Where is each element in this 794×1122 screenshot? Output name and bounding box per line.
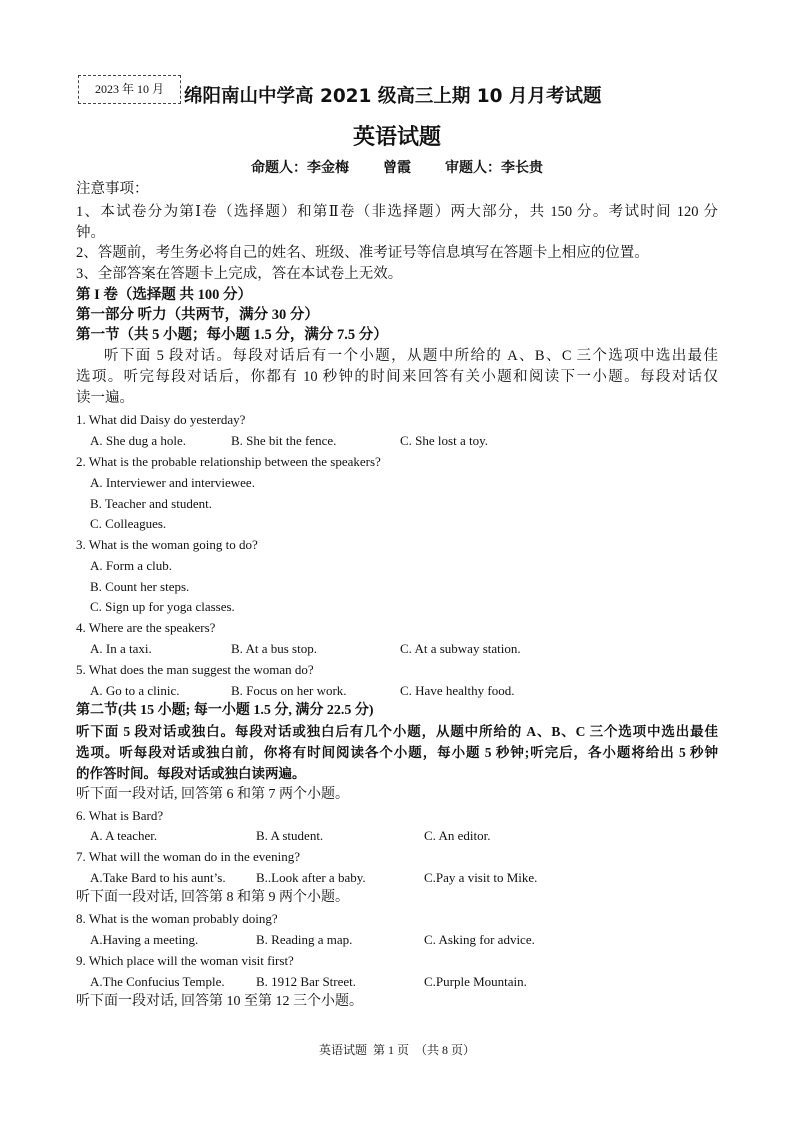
question-option: B. At a bus stop. [231,641,317,656]
date-box: 2023 年 10 月 [78,75,181,104]
question-option: C.Pay a visit to Mike. [424,870,538,885]
group-instruction: 听下面一段对话, 回答第 10 至第 12 三个小题。 [76,994,363,1009]
directions-line: 听下面 5 段对话。每段对话后有一个小题，从题中所给的 A、B、C 三个选项中选出最佳 [104,348,718,364]
group-instruction: 听下面一段对话, 回答第 6 和第 7 两个小题。 [76,787,349,802]
question-option: B. Teacher and student. [90,496,212,511]
section-heading: 第二节(共 15 小题; 每一小题 1.5 分, 满分 22.5 分) [76,703,374,718]
question-option: B. A student. [256,828,324,843]
question-stem: 7. What will the woman do in the evening? [76,849,300,864]
notice-line: 钟。 [76,225,105,241]
question-option: C.Purple Mountain. [424,974,527,989]
question-option: A. In a taxi. [90,641,152,656]
question-option: C. An editor. [424,828,491,843]
directions-line: 听下面 5 段对话或独白。每段对话或独白后有几个小题，从题中所给的 A、B、C 三个选项中选出最佳 [76,724,718,739]
question-option: B..Look after a baby. [256,870,366,885]
question-option: A.Having a meeting. [90,932,199,947]
notice-heading: 注意事项： [76,181,149,197]
question-option: B. Count her steps. [90,579,190,594]
page-footer: 英语试题 第 1 页 （共 8 页） [318,1043,475,1057]
directions-line: 选项。听完每段对话后，你都有 10 秒钟的时间来回答有关小题和阅读下一小题。每段对话仅 [76,369,718,385]
question-option: C. Colleagues. [90,516,167,531]
question-option: B. Reading a map. [256,932,353,947]
question-option: B. She bit the fence. [231,433,337,448]
question-stem: 9. Which place will the woman visit first? [76,953,294,968]
question-option: A. She dug a hole. [90,433,187,448]
directions-line: 选项。听每段对话或独白前，你将有时间阅读各个小题，每小题 5 秒钟;听完后，各小题将给出 5 秒钟 [76,745,718,760]
question-stem: 2. What is the probable relationship between the speakers? [76,454,381,469]
question-stem: 6. What is Bard? [76,808,164,823]
question-stem: 4. Where are the speakers? [76,620,216,635]
notice-line: 2、答题前，考生务必将自己的姓名、班级、准考证号等信息填写在答题卡上相应的位置。 [76,245,649,261]
question-stem: 3. What is the woman going to do? [76,537,258,552]
question-option: A. Form a club. [90,558,172,573]
question-stem: 5. What does the man suggest the woman do? [76,662,314,677]
question-option: C. She lost a toy. [400,433,488,448]
directions-line: 的作答时间。每段对话或独白读两遍。 [76,766,306,781]
subject-title: 英语试题 [352,125,441,150]
notice-line: 1、本试卷分为第Ⅰ卷（选择题）和第Ⅱ卷（非选择题）两大部分，共 150 分。考试时间 120 分 [76,204,718,220]
section-heading: 第一节（共 5 小题；每小题 1.5 分，满分 7.5 分） [76,327,388,343]
question-option: C. At a subway station. [400,641,521,656]
exam-title: 绵阳南山中学高 2021 级高三上期 10 月月考试题 [184,86,602,107]
question-stem: 1. What did Daisy do yesterday? [76,412,246,427]
question-option: A. A teacher. [90,828,158,843]
question-option: A. Interviewer and interviewee. [90,475,255,490]
question-option: A.The Confucius Temple. [90,974,225,989]
volume-heading: 第 I 卷（选择题 共 100 分） [76,287,253,303]
group-instruction: 听下面一段对话, 回答第 8 和第 9 两个小题。 [76,890,349,905]
notice-line: 3、全部答案在答题卡上完成，答在本试卷上无效。 [76,266,403,282]
directions-line: 读一遍。 [76,390,134,406]
question-option: A. Go to a clinic. [90,683,180,698]
question-stem: 8. What is the woman probably doing? [76,911,278,926]
question-option: C. Asking for advice. [424,932,535,947]
question-option: C. Sign up for yoga classes. [90,599,235,614]
question-option: C. Have healthy food. [400,683,515,698]
question-option: B. Focus on her work. [231,683,347,698]
authors-line: 命题人：李金梅 曾霞 审题人：李长贵 [251,161,543,176]
question-option: A.Take Bard to his aunt’s. [90,870,226,885]
part-heading: 第一部分 听力（共两节，满分 30 分） [76,307,319,323]
question-option: B. 1912 Bar Street. [256,974,357,989]
